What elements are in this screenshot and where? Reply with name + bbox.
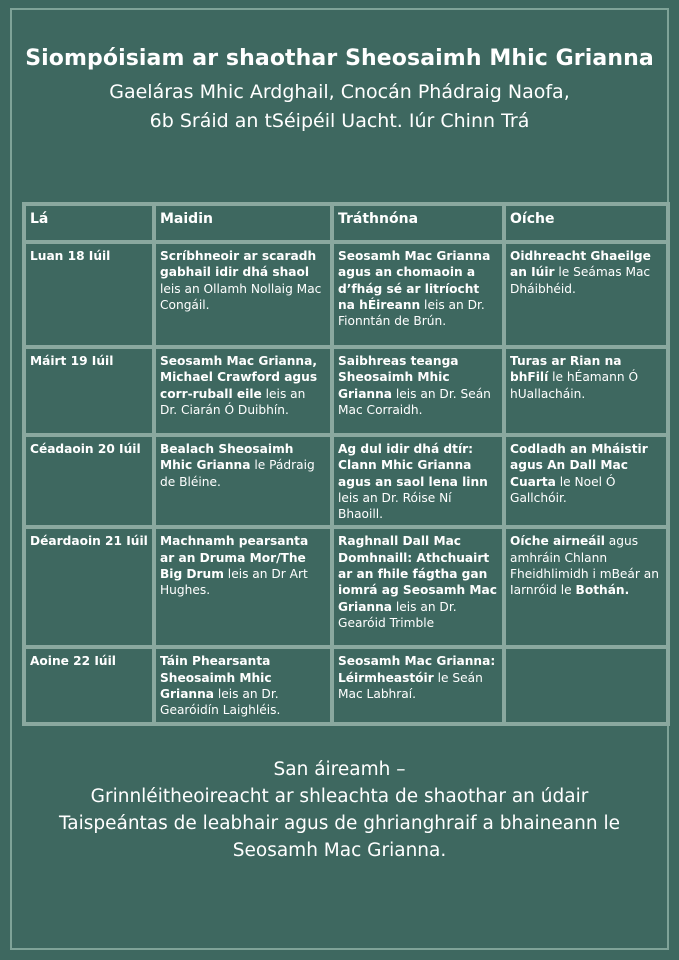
header-morning: Maidin: [156, 206, 330, 240]
talk-title: Machnamh pearsanta ar an Druma Mor/The Big Drum: [160, 534, 309, 582]
evening-cell: [506, 437, 666, 525]
footer-line: Taispeántas de leabhair agus de ghrianghraif a bhaineann le: [59, 813, 620, 834]
talk-speaker: leis an Ollamh Nollaig Mac Congáil.: [160, 281, 322, 312]
talk-title: Táin Phearsanta Sheosaimh Mhic Grianna: [160, 654, 272, 702]
afternoon-cell: [334, 649, 502, 721]
day-cell: Máirt 19 Iúil: [26, 349, 152, 433]
talk-title: Oíche airneáil: [510, 534, 605, 549]
talk-speaker: le Seámas Mac Dháibhéid.: [510, 265, 651, 296]
talk-title: Saibhreas teanga Sheosaimh Mhic Grianna: [338, 354, 459, 401]
day-cell: Céadaoin 20 Iúil: [26, 437, 152, 525]
table-header-row: [26, 206, 666, 240]
table-row: [26, 649, 666, 721]
header-day: Lá: [26, 206, 152, 240]
day-cell: Déardaoin 21 Iúil: [26, 529, 152, 645]
talk-title: Oidhreacht Ghaeilge an Iúir: [510, 249, 651, 280]
afternoon-cell: [334, 349, 502, 433]
footer-line: Grinnléitheoireacht ar shleachta de shaothar an údair: [90, 786, 589, 807]
evening-cell: [506, 529, 666, 645]
talk-speaker: leis an Dr. Seán Mac Corraidh.: [338, 386, 491, 417]
day-cell: Aoine 22 Iúil: [26, 649, 152, 721]
schedule-table: [22, 202, 670, 726]
header-afternoon: Tráthnóna: [334, 206, 502, 240]
talk-speaker: le Noel Ó Gallchóir.: [510, 474, 616, 505]
table-row: [26, 529, 666, 645]
afternoon-cell: [334, 437, 502, 525]
morning-cell: [156, 437, 330, 525]
morning-cell: [156, 649, 330, 721]
talk-speaker: leis an Dr. Fionntán de Brún.: [338, 297, 485, 329]
table-row: [26, 244, 666, 345]
afternoon-cell: [334, 244, 502, 345]
morning-cell: [156, 244, 330, 345]
footer-line: Seosamh Mac Grianna.: [232, 840, 447, 861]
afternoon-cell: [334, 529, 502, 645]
morning-cell: [156, 529, 330, 645]
talk-speaker: leis an Dr. Gearóid Trimble: [338, 599, 457, 630]
talk-speaker: agus amhráin Chlann Fheidhlimidh i mBeár an Iarnróid le: [510, 534, 659, 598]
day-cell: Luan 18 Iúil: [26, 244, 152, 345]
talk-speaker: le Seán Mac Labhraí.: [338, 670, 483, 702]
talk-speaker: leis an Dr. Róise Ní Bhaoill.: [338, 490, 452, 522]
table-row: [26, 349, 666, 433]
venue-address: [0, 78, 679, 136]
talk-title: Turas ar Rian na bhFilí: [510, 354, 622, 385]
talk-title: Codladh an Mháistir agus An Dall Mac Cuarta: [510, 442, 648, 489]
evening-cell: [506, 244, 666, 345]
venue-line-2: 6b Sráid an tSéipéil Uacht. Iúr Chinn Trá: [149, 110, 530, 132]
talk-title: Bealach Sheosaimh Mhic Grianna: [160, 442, 294, 473]
band-name: Bothán.: [575, 583, 630, 598]
talk-speaker: leis an Dr. Gearóidín Laighléis.: [160, 687, 281, 718]
talk-title: Seosamh Mac Grianna, Michael Crawford agus corr-ruball eile: [160, 354, 318, 401]
talk-title: Ag dul idir dhá dtír: Clann Mhic Grianna agus an saol lena linn: [338, 442, 488, 489]
footer-notes: [0, 756, 679, 864]
page-title: Siompóisiam ar shaothar Sheosaimh Mhic Grianna: [25, 46, 654, 71]
talk-speaker: leis an Dr Art Hughes.: [160, 567, 308, 598]
talk-title: Seosamh Mac Grianna: Léirmheastóir: [338, 654, 496, 685]
footer-line: San áireamh –: [273, 759, 406, 780]
morning-cell: [156, 349, 330, 433]
venue-line-1: Gaeláras Mhic Ardghail, Cnocán Phádraig Naofa,: [109, 81, 570, 103]
talk-speaker: le hÉamann Ó hUallacháin.: [510, 370, 639, 401]
talk-speaker: le Pádraig de Bléine.: [160, 458, 315, 489]
talk-title: Raghnall Dall Mac Domhnaill: Athchuairt ar an fhile fágtha gan iomrá ag Seosamh Mac Grianna: [338, 534, 498, 614]
talk-title: Seosamh Mac Grianna agus an chomaoin a d’fhág sé ar litríocht na hÉireann: [338, 249, 491, 312]
evening-cell: [506, 649, 666, 721]
talk-title: Scríbhneoir ar scaradh gabhail idir dhá shaol: [160, 249, 317, 280]
table-row: [26, 437, 666, 525]
header-evening: Oíche: [506, 206, 666, 240]
talk-speaker: leis an Dr. Ciarán Ó Duibhín.: [160, 386, 306, 417]
evening-cell: [506, 349, 666, 433]
